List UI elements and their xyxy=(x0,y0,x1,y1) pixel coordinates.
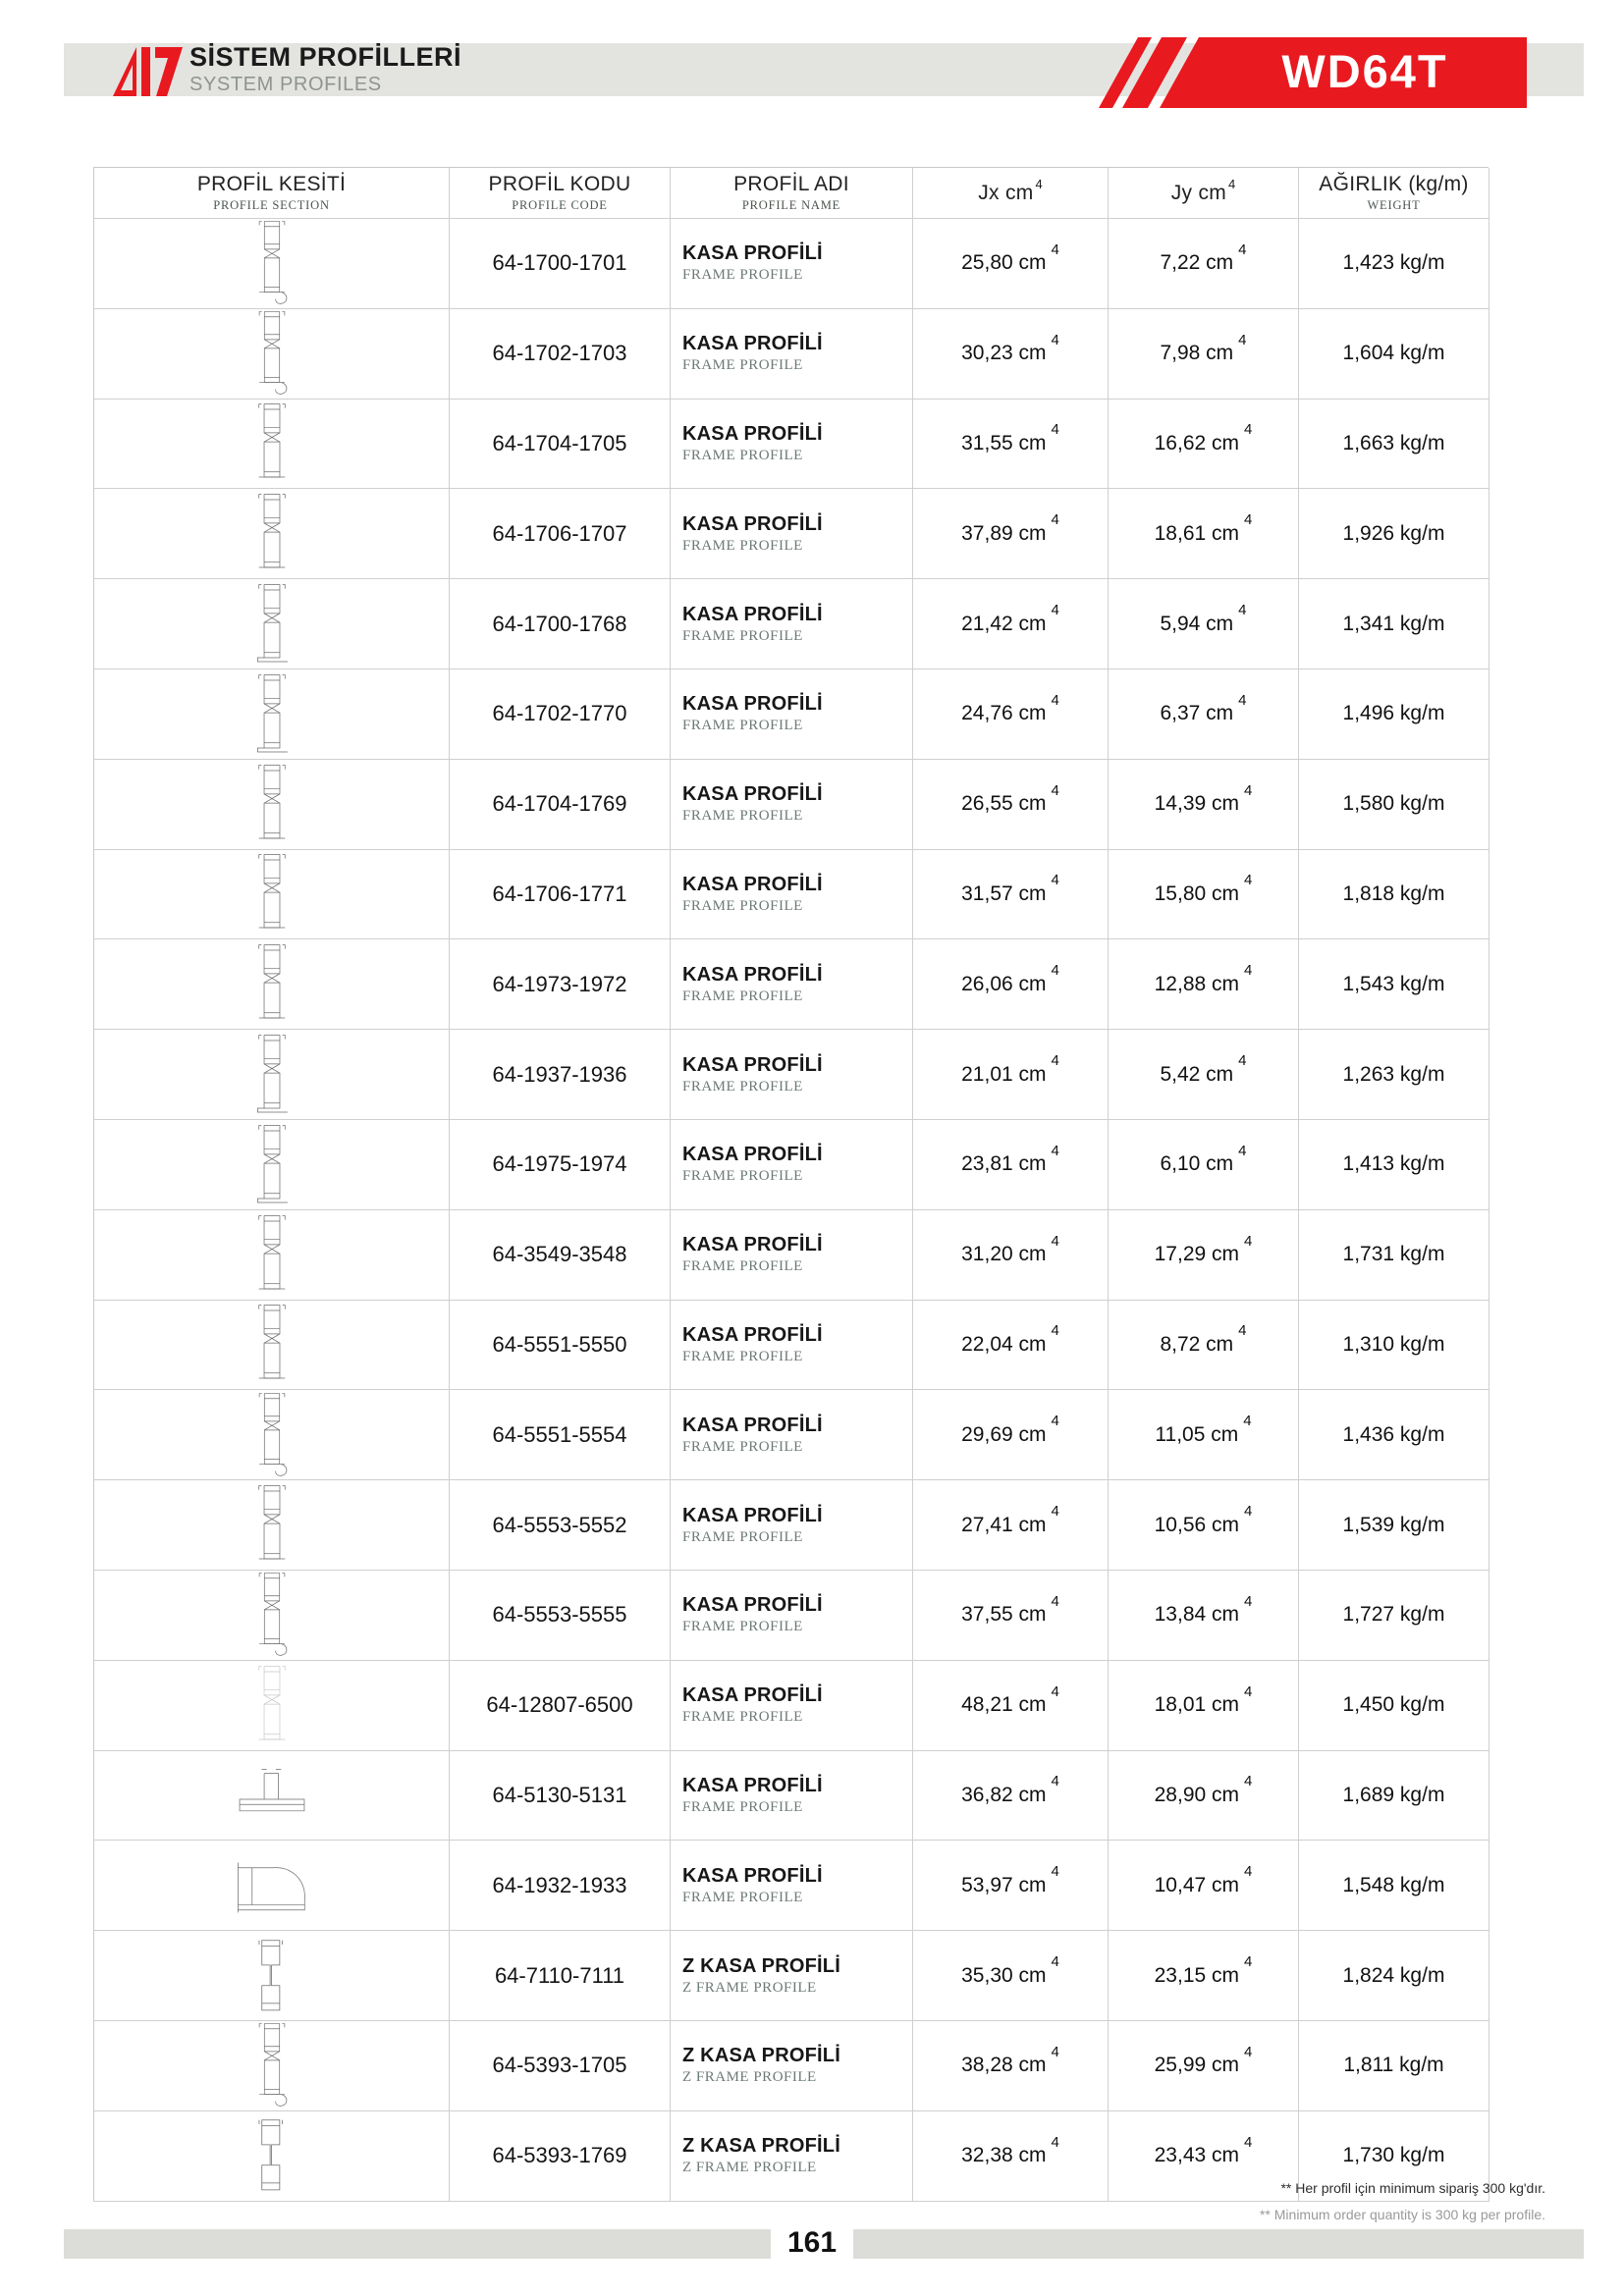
profile-cross-section-drawing xyxy=(252,942,292,1026)
weight-value-cell: 1,310 kg/m xyxy=(1299,1301,1489,1391)
profile-name-cell xyxy=(671,219,913,309)
profile-section-cell xyxy=(94,309,450,400)
profile-name-tr: KASA PROFİLİ xyxy=(682,1144,823,1166)
jx-value-cell: 35,30 cm 4 xyxy=(913,1931,1109,2021)
jy-value-cell: 25,99 cm 4 xyxy=(1109,2021,1299,2111)
profile-name-cell xyxy=(671,669,913,760)
jx-value-cell: 21,42 cm 4 xyxy=(913,579,1109,669)
jy-value-cell: 28,90 cm 4 xyxy=(1109,1751,1299,1842)
footnote-tr: ** Her profil için minimum sipariş 300 kg'dır. xyxy=(1280,2180,1545,2196)
weight-value-cell: 1,811 kg/m xyxy=(1299,2021,1489,2111)
profile-name-cell xyxy=(671,1751,913,1842)
jy-value-cell: 17,29 cm 4 xyxy=(1109,1210,1299,1301)
profile-name-tr: KASA PROFİLİ xyxy=(682,873,823,895)
weight-value-cell: 1,263 kg/m xyxy=(1299,1030,1489,1120)
jx-value-cell: 24,76 cm 4 xyxy=(913,669,1109,760)
profile-name-en: Z FRAME PROFILE xyxy=(682,2069,817,2086)
jy-value-cell: 11,05 cm 4 xyxy=(1109,1390,1299,1480)
jx-value-cell: 23,81 cm 4 xyxy=(913,1120,1109,1210)
column-header-jy: Jy cm 4 xyxy=(1109,168,1299,219)
profile-cross-section-drawing xyxy=(252,1483,292,1567)
profile-code-cell: 64-1706-1771 xyxy=(450,850,671,940)
profile-name-cell xyxy=(671,400,913,490)
weight-value-cell: 1,926 kg/m xyxy=(1299,489,1489,579)
profile-name-en: FRAME PROFILE xyxy=(682,357,803,374)
weight-value-cell: 1,730 kg/m xyxy=(1299,2111,1489,2202)
profile-name-tr: KASA PROFİLİ xyxy=(682,693,823,716)
profile-name-en: FRAME PROFILE xyxy=(682,537,803,554)
jx-value-cell: 38,28 cm 4 xyxy=(913,2021,1109,2111)
profile-name-tr: Z KASA PROFİLİ xyxy=(682,1954,840,1977)
profile-name-tr: KASA PROFİLİ xyxy=(682,512,823,535)
profile-code-cell: 64-1706-1707 xyxy=(450,489,671,579)
jy-value-cell: 6,10 cm 4 xyxy=(1109,1120,1299,1210)
weight-value-cell: 1,539 kg/m xyxy=(1299,1480,1489,1571)
profile-name-en: Z FRAME PROFILE xyxy=(682,2160,817,2176)
weight-value-cell: 1,663 kg/m xyxy=(1299,400,1489,490)
profile-name-cell xyxy=(671,1480,913,1571)
profile-name-tr: KASA PROFİLİ xyxy=(682,1594,823,1617)
profile-code-cell: 64-3549-3548 xyxy=(450,1210,671,1301)
profile-section-cell xyxy=(94,669,450,760)
profile-name-cell xyxy=(671,1030,913,1120)
jx-value-cell: 31,20 cm 4 xyxy=(913,1210,1109,1301)
weight-value-cell: 1,436 kg/m xyxy=(1299,1390,1489,1480)
profile-name-en: FRAME PROFILE xyxy=(682,1709,803,1726)
jx-value-cell: 31,57 cm 4 xyxy=(913,850,1109,940)
profile-cross-section-drawing xyxy=(252,763,292,846)
jy-value-cell: 23,43 cm 4 xyxy=(1109,2111,1299,2202)
profile-code-cell: 64-1937-1936 xyxy=(450,1030,671,1120)
profile-code-cell: 64-1702-1770 xyxy=(450,669,671,760)
column-header-profile-section: PROFİL KESİTİ PROFILE SECTION xyxy=(94,168,450,219)
profile-name-tr: Z KASA PROFİLİ xyxy=(682,2045,840,2067)
profile-cross-section-drawing xyxy=(252,1303,292,1386)
profile-section-cell xyxy=(94,1390,450,1480)
profile-code-cell: 64-1973-1972 xyxy=(450,939,671,1030)
profile-name-cell xyxy=(671,1661,913,1751)
profile-name-cell xyxy=(671,489,913,579)
profile-cross-section-drawing xyxy=(252,492,292,575)
profile-name-cell xyxy=(671,939,913,1030)
profile-name-tr: KASA PROFİLİ xyxy=(682,422,823,445)
weight-value-cell: 1,580 kg/m xyxy=(1299,760,1489,850)
profile-cross-section-drawing xyxy=(250,1938,293,2014)
profile-cross-section-drawing xyxy=(252,309,292,398)
footnotes xyxy=(1260,2175,1545,2229)
profile-name-cell xyxy=(671,850,913,940)
jy-value-cell: 16,62 cm 4 xyxy=(1109,400,1299,490)
profile-cross-section-drawing xyxy=(252,1571,292,1659)
jy-value-cell: 7,98 cm 4 xyxy=(1109,309,1299,400)
profile-name-tr: KASA PROFİLİ xyxy=(682,1414,823,1436)
profile-code-cell: 64-5553-5555 xyxy=(450,1571,671,1661)
profile-name-tr: KASA PROFİLİ xyxy=(682,333,823,355)
weight-value-cell: 1,496 kg/m xyxy=(1299,669,1489,760)
profile-name-en: Z FRAME PROFILE xyxy=(682,1979,817,1996)
jy-value-cell: 15,80 cm 4 xyxy=(1109,850,1299,940)
jx-value-cell: 53,97 cm 4 xyxy=(913,1841,1109,1931)
profile-cross-section-drawing xyxy=(252,672,292,756)
jy-value-cell: 18,01 cm 4 xyxy=(1109,1661,1299,1751)
jx-value-cell: 27,41 cm 4 xyxy=(913,1480,1109,1571)
profile-name-tr: KASA PROFİLİ xyxy=(682,1774,823,1796)
profile-code-cell: 64-1700-1701 xyxy=(450,219,671,309)
jy-value-cell: 5,42 cm 4 xyxy=(1109,1030,1299,1120)
profile-name-tr: KASA PROFİLİ xyxy=(682,1684,823,1707)
jx-value-cell: 32,38 cm 4 xyxy=(913,2111,1109,2202)
series-code: WD64T xyxy=(1281,45,1448,97)
profile-name-cell xyxy=(671,1841,913,1931)
profile-name-cell xyxy=(671,2021,913,2111)
profile-code-cell: 64-1700-1768 xyxy=(450,579,671,669)
profile-section-cell xyxy=(94,1301,450,1391)
profile-name-en: FRAME PROFILE xyxy=(682,1619,803,1635)
profile-code-cell: 64-1704-1705 xyxy=(450,400,671,490)
jx-value-cell: 48,21 cm 4 xyxy=(913,1661,1109,1751)
profile-section-cell xyxy=(94,489,450,579)
profile-name-tr: KASA PROFİLİ xyxy=(682,783,823,806)
profile-name-en: FRAME PROFILE xyxy=(682,1168,803,1185)
profile-name-cell xyxy=(671,1210,913,1301)
jy-value-cell: 10,56 cm 4 xyxy=(1109,1480,1299,1571)
footnote-en: ** Minimum order quantity is 300 kg per profile. xyxy=(1259,2207,1545,2223)
series-badge xyxy=(1065,37,1527,108)
jy-value-cell: 13,84 cm 4 xyxy=(1109,1571,1299,1661)
profile-name-en: FRAME PROFILE xyxy=(682,1528,803,1545)
weight-value-cell: 1,423 kg/m xyxy=(1299,219,1489,309)
weight-value-cell: 1,727 kg/m xyxy=(1299,1571,1489,1661)
profile-name-cell xyxy=(671,1931,913,2021)
profile-code-cell: 64-5551-5554 xyxy=(450,1390,671,1480)
profile-section-cell xyxy=(94,400,450,490)
weight-value-cell: 1,731 kg/m xyxy=(1299,1210,1489,1301)
profile-code-cell: 64-5130-5131 xyxy=(450,1751,671,1842)
profile-code-cell: 64-12807-6500 xyxy=(450,1661,671,1751)
profile-cross-section-drawing xyxy=(252,1664,292,1747)
jx-value-cell: 37,89 cm 4 xyxy=(913,489,1109,579)
brand-logo-icon xyxy=(111,43,184,100)
weight-value-cell: 1,548 kg/m xyxy=(1299,1841,1489,1931)
profile-name-tr: Z KASA PROFİLİ xyxy=(682,2135,840,2158)
profile-section-cell xyxy=(94,219,450,309)
jy-value-cell: 23,15 cm 4 xyxy=(1109,1931,1299,2021)
profile-section-cell xyxy=(94,1931,450,2021)
profile-section-cell xyxy=(94,1571,450,1661)
profiles-table xyxy=(93,167,1489,2202)
column-header-weight: AĞIRLIK (kg/m) WEIGHT xyxy=(1299,168,1489,219)
jx-value-cell: 37,55 cm 4 xyxy=(913,1571,1109,1661)
jx-value-cell: 26,06 cm 4 xyxy=(913,939,1109,1030)
profile-name-cell xyxy=(671,1301,913,1391)
profile-section-cell xyxy=(94,1751,450,1842)
jy-value-cell: 5,94 cm 4 xyxy=(1109,579,1299,669)
profile-cross-section-drawing xyxy=(233,1856,311,1915)
profile-name-en: FRAME PROFILE xyxy=(682,627,803,644)
column-header-profile-name: PROFİL ADI PROFILE NAME xyxy=(671,168,913,219)
profile-code-cell: 64-1702-1703 xyxy=(450,309,671,400)
weight-value-cell: 1,818 kg/m xyxy=(1299,850,1489,940)
profile-code-cell: 64-5393-1769 xyxy=(450,2111,671,2202)
jy-value-cell: 14,39 cm 4 xyxy=(1109,760,1299,850)
weight-value-cell: 1,543 kg/m xyxy=(1299,939,1489,1030)
jx-value-cell: 30,23 cm 4 xyxy=(913,309,1109,400)
page-number: 161 xyxy=(786,2226,838,2259)
profile-name-en: FRAME PROFILE xyxy=(682,1798,803,1815)
top-bar xyxy=(64,43,1584,96)
profile-name-en: FRAME PROFILE xyxy=(682,808,803,825)
profile-name-tr: KASA PROFİLİ xyxy=(682,1504,823,1526)
profile-section-cell xyxy=(94,1480,450,1571)
jx-value-cell: 31,55 cm 4 xyxy=(913,400,1109,490)
weight-value-cell: 1,604 kg/m xyxy=(1299,309,1489,400)
profile-cross-section-drawing xyxy=(252,1123,292,1206)
profile-cross-section-drawing xyxy=(250,2117,293,2194)
profile-name-cell xyxy=(671,1571,913,1661)
profile-name-tr: KASA PROFİLİ xyxy=(682,242,823,265)
profile-cross-section-drawing xyxy=(252,1033,292,1116)
profile-name-cell xyxy=(671,309,913,400)
page-title: SİSTEM PROFİLLERİ xyxy=(189,42,462,72)
profile-cross-section-drawing xyxy=(236,1767,308,1824)
weight-value-cell: 1,413 kg/m xyxy=(1299,1120,1489,1210)
profile-name-cell xyxy=(671,1390,913,1480)
profile-name-en: FRAME PROFILE xyxy=(682,988,803,1004)
profile-section-cell xyxy=(94,2111,450,2202)
profile-code-cell: 64-5393-1705 xyxy=(450,2021,671,2111)
jx-value-cell: 21,01 cm 4 xyxy=(913,1030,1109,1120)
profile-name-cell xyxy=(671,579,913,669)
profile-section-cell xyxy=(94,939,450,1030)
profile-section-cell xyxy=(94,850,450,940)
profile-section-cell xyxy=(94,1120,450,1210)
page-titles xyxy=(189,44,461,94)
jy-value-cell: 6,37 cm 4 xyxy=(1109,669,1299,760)
profile-cross-section-drawing xyxy=(252,2021,292,2109)
weight-value-cell: 1,689 kg/m xyxy=(1299,1751,1489,1842)
profile-cross-section-drawing xyxy=(252,1391,292,1479)
profile-name-en: FRAME PROFILE xyxy=(682,1258,803,1275)
profile-code-cell: 64-7110-7111 xyxy=(450,1931,671,2021)
profile-cross-section-drawing xyxy=(252,582,292,666)
profile-code-cell: 64-1932-1933 xyxy=(450,1841,671,1931)
jx-value-cell: 22,04 cm 4 xyxy=(913,1301,1109,1391)
profile-cross-section-drawing xyxy=(252,852,292,935)
column-header-profile-code: PROFİL KODU PROFILE CODE xyxy=(450,168,671,219)
profile-name-tr: KASA PROFİLİ xyxy=(682,1053,823,1076)
profile-cross-section-drawing xyxy=(252,401,292,485)
profile-name-tr: KASA PROFİLİ xyxy=(682,1864,823,1887)
profile-section-cell xyxy=(94,760,450,850)
profile-name-cell xyxy=(671,1120,913,1210)
profile-section-cell xyxy=(94,1210,450,1301)
jx-value-cell: 25,80 cm 4 xyxy=(913,219,1109,309)
profile-section-cell xyxy=(94,1030,450,1120)
profile-name-cell xyxy=(671,2111,913,2202)
profile-name-en: FRAME PROFILE xyxy=(682,1889,803,1905)
profile-section-cell xyxy=(94,1841,450,1931)
profile-section-cell xyxy=(94,2021,450,2111)
weight-value-cell: 1,450 kg/m xyxy=(1299,1661,1489,1751)
profile-name-en: FRAME PROFILE xyxy=(682,1078,803,1095)
profile-name-tr: KASA PROFİLİ xyxy=(682,1234,823,1256)
profile-name-cell xyxy=(671,760,913,850)
profile-code-cell: 64-5553-5552 xyxy=(450,1480,671,1571)
profile-cross-section-drawing xyxy=(252,1213,292,1297)
jx-value-cell: 29,69 cm 4 xyxy=(913,1390,1109,1480)
profile-section-cell xyxy=(94,579,450,669)
profile-code-cell: 64-1704-1769 xyxy=(450,760,671,850)
jx-value-cell: 26,55 cm 4 xyxy=(913,760,1109,850)
jy-value-cell: 8,72 cm 4 xyxy=(1109,1301,1299,1391)
column-header-jx: Jx cm 4 xyxy=(913,168,1109,219)
profile-code-cell: 64-5551-5550 xyxy=(450,1301,671,1391)
profile-section-cell xyxy=(94,1661,450,1751)
profile-name-en: FRAME PROFILE xyxy=(682,447,803,463)
profile-name-en: FRAME PROFILE xyxy=(682,267,803,284)
page-subtitle: SYSTEM PROFILES xyxy=(189,74,382,95)
jx-value-cell: 36,82 cm 4 xyxy=(913,1751,1109,1842)
profile-name-tr: KASA PROFİLİ xyxy=(682,963,823,986)
profile-name-en: FRAME PROFILE xyxy=(682,897,803,914)
jy-value-cell: 7,22 cm 4 xyxy=(1109,219,1299,309)
page-number-box xyxy=(771,2220,853,2266)
profile-code-cell: 64-1975-1974 xyxy=(450,1120,671,1210)
jy-value-cell: 10,47 cm 4 xyxy=(1109,1841,1299,1931)
jy-value-cell: 12,88 cm 4 xyxy=(1109,939,1299,1030)
weight-value-cell: 1,341 kg/m xyxy=(1299,579,1489,669)
profile-name-en: FRAME PROFILE xyxy=(682,718,803,734)
profile-name-tr: KASA PROFİLİ xyxy=(682,603,823,625)
profile-cross-section-drawing xyxy=(252,219,292,307)
profile-name-en: FRAME PROFILE xyxy=(682,1348,803,1364)
jy-value-cell: 18,61 cm 4 xyxy=(1109,489,1299,579)
profile-name-tr: KASA PROFİLİ xyxy=(682,1323,823,1346)
weight-value-cell: 1,824 kg/m xyxy=(1299,1931,1489,2021)
profile-name-en: FRAME PROFILE xyxy=(682,1438,803,1455)
